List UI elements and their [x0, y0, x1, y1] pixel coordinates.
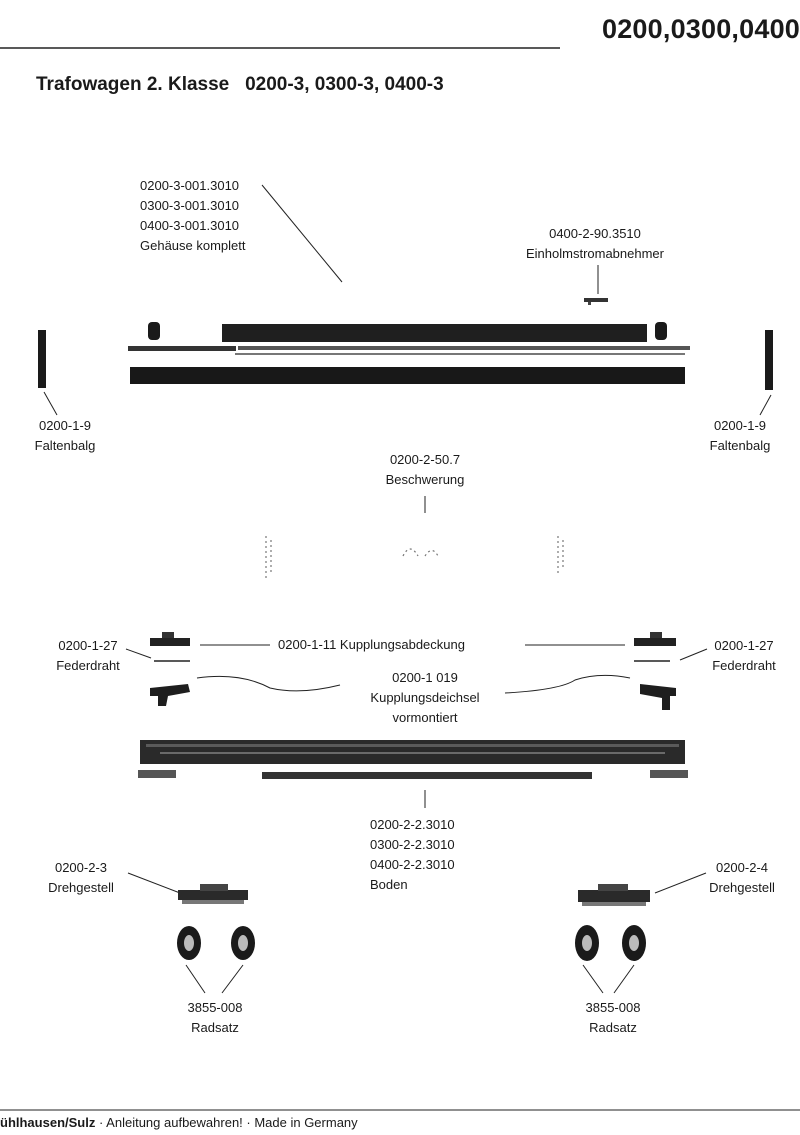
floor-number-3: 0400-2-2.3010 [370, 857, 455, 872]
footer [0, 1115, 358, 1130]
housing-name: Gehäuse komplett [140, 238, 246, 253]
page-number: 0200,0300,0400 [602, 14, 800, 44]
bellows-left-shape [38, 330, 46, 388]
leader-wheel-left-a [186, 965, 205, 993]
bellows-right-name: Faltenbalg [709, 438, 771, 453]
leader-bellows-right [760, 395, 771, 415]
coupling-cover-label: 0200-1-11 Kupplungsabdeckung [278, 637, 465, 652]
bogie-left-name: Drehgestell [48, 880, 114, 895]
floor-name: Boden [370, 877, 408, 892]
bellows-left-number: 0200-1-9 [38, 418, 92, 433]
bellows-left-name: Faltenbalg [34, 438, 96, 453]
bogie-right-shape [578, 884, 650, 906]
pantograph-name: Einholmstromabnehmer [525, 246, 664, 261]
floor-shape [138, 740, 688, 779]
spring-left-number: 0200-1-27 [58, 638, 118, 653]
bogie-right-name: Drehgestell [709, 880, 775, 895]
wheelset-right-name: Radsatz [589, 1020, 637, 1035]
housing-shape [128, 322, 690, 384]
pantograph-number: 0400-2-90.3510 [549, 226, 641, 241]
bogie-left-label [36, 858, 126, 898]
coupling-cover-right-shape [634, 632, 676, 646]
bogie-right-label [694, 858, 790, 898]
bogie-left-number: 0200-2-3 [54, 860, 108, 875]
spring-right-name: Federdraht [712, 658, 776, 673]
spring-right-number: 0200-1-27 [714, 638, 774, 653]
wheelset-left-shape [177, 926, 255, 960]
wheelset-left-number: 3855-008 [187, 1000, 243, 1015]
coupling-bar-number: 0200-1 019 [392, 670, 458, 685]
wheelset-right-label [568, 998, 658, 1038]
leader-coupling-right [505, 675, 630, 693]
leader-bogie-left [128, 873, 180, 893]
weight-name: Beschwerung [385, 472, 465, 487]
leader-housing [262, 185, 342, 282]
leader-wheel-right-a [583, 965, 603, 993]
leader-wheel-left-b [222, 965, 243, 993]
housing-number-3: 0400-3-001.3010 [140, 218, 240, 233]
housing-number-1: 0200-3-001.3010 [140, 178, 240, 193]
bogie-left-shape [178, 884, 248, 904]
coupling-bar-left-shape [150, 684, 190, 706]
leader-wheel-right-b [614, 965, 634, 993]
leader-coupling-left [197, 676, 340, 691]
spring-left-label [40, 636, 136, 676]
floor-number-2: 0300-2-2.3010 [370, 837, 455, 852]
weight-number: 0200-2-50.7 [389, 452, 461, 467]
floor-number-1: 0200-2-2.3010 [370, 817, 455, 832]
pantograph-shape [584, 298, 608, 305]
bellows-right-shape [765, 330, 773, 390]
bogie-right-number: 0200-2-4 [715, 860, 769, 875]
coupling-bar-name: Kupplungsdeichsel [370, 690, 480, 705]
spring-left-name: Federdraht [56, 658, 120, 673]
coupling-bar-name-2: vormontiert [392, 710, 458, 725]
spring-right-label [698, 636, 790, 676]
coupling-bar-label [340, 668, 510, 728]
coupling-bar-right-shape [640, 684, 676, 710]
floor-label [370, 815, 455, 895]
coupling-cover-left-shape [150, 632, 190, 646]
page-title: Trafowagen 2. Klasse 0200-3, 0300-3, 0400-3 [36, 74, 444, 95]
footer-text: · Anleitung aufbewahren! · Made in Germany [95, 1115, 358, 1130]
footer-brand: ühlhausen/Sulz [0, 1115, 96, 1130]
weight-label [360, 450, 490, 490]
wheelset-right-number: 3855-008 [585, 1000, 641, 1015]
bellows-right-number: 0200-1-9 [713, 418, 767, 433]
bellows-left-label [20, 416, 110, 456]
wheelset-right-shape [575, 925, 646, 961]
leader-bellows-left [44, 392, 57, 415]
weight-shape [266, 536, 563, 580]
pantograph-label [500, 224, 690, 264]
wheelset-left-name: Radsatz [191, 1020, 239, 1035]
housing-number-2: 0300-3-001.3010 [140, 198, 240, 213]
housing-label [140, 176, 246, 256]
wheelset-left-label [170, 998, 260, 1038]
bellows-right-label [690, 416, 790, 456]
